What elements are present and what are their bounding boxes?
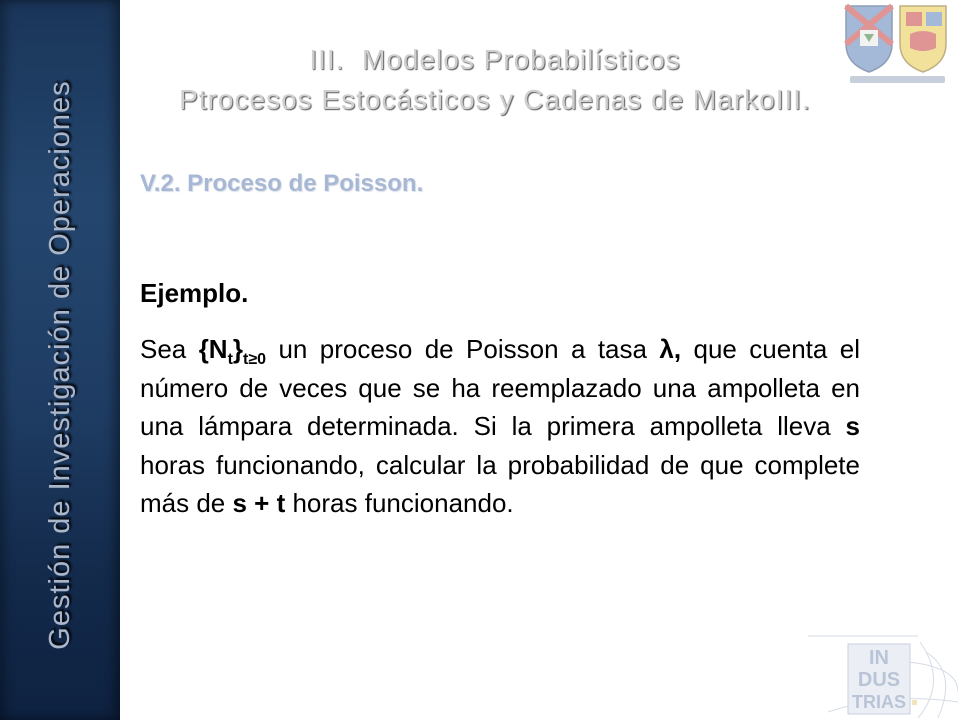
variable-s: s bbox=[845, 411, 860, 441]
section-title: V.2. Proceso de Poisson. bbox=[140, 170, 424, 197]
crest-right-shield bbox=[900, 6, 946, 72]
expression-s-plus-t: s + t bbox=[232, 488, 286, 518]
sidebar bbox=[0, 0, 120, 720]
rate-symbol: λ, bbox=[659, 334, 682, 364]
process-notation: $\{N_t\}_{t\ge 0}$ bbox=[198, 334, 267, 368]
header-line-1: III. Modelos Probabilísticos bbox=[309, 44, 681, 75]
statement-text: horas funcionando, calcular la probabilidad de que complete más de bbox=[140, 449, 860, 518]
logo-text-line-3: TRIAS bbox=[852, 692, 906, 712]
slide-header bbox=[120, 40, 870, 120]
logo-text-line-1: IN bbox=[869, 647, 889, 669]
industrias-logo bbox=[808, 622, 958, 718]
statement-text: un proceso de Poisson a tasa bbox=[266, 334, 660, 364]
example-statement bbox=[140, 330, 860, 523]
logo-text-line-2: DUS bbox=[857, 669, 901, 691]
crest-left-shield bbox=[846, 6, 892, 72]
crest-banner bbox=[850, 76, 945, 83]
sidebar-course-title: Gestión de Investigación de Operaciones bbox=[44, 80, 76, 650]
statement-text: que cuenta el número de veces que se ha reemplazado una ampolleta en una lámpara determinada. Si la primera ampolleta lleva bbox=[140, 334, 860, 441]
statement-text: Sea bbox=[140, 334, 199, 364]
statement-text: horas funcionando. bbox=[285, 488, 514, 518]
example-heading: Ejemplo. bbox=[140, 278, 249, 308]
header-line-2: Ptrocesos Estocásticos y Cadenas de MarkoIII. bbox=[179, 84, 811, 115]
university-crest-logo bbox=[840, 0, 955, 88]
